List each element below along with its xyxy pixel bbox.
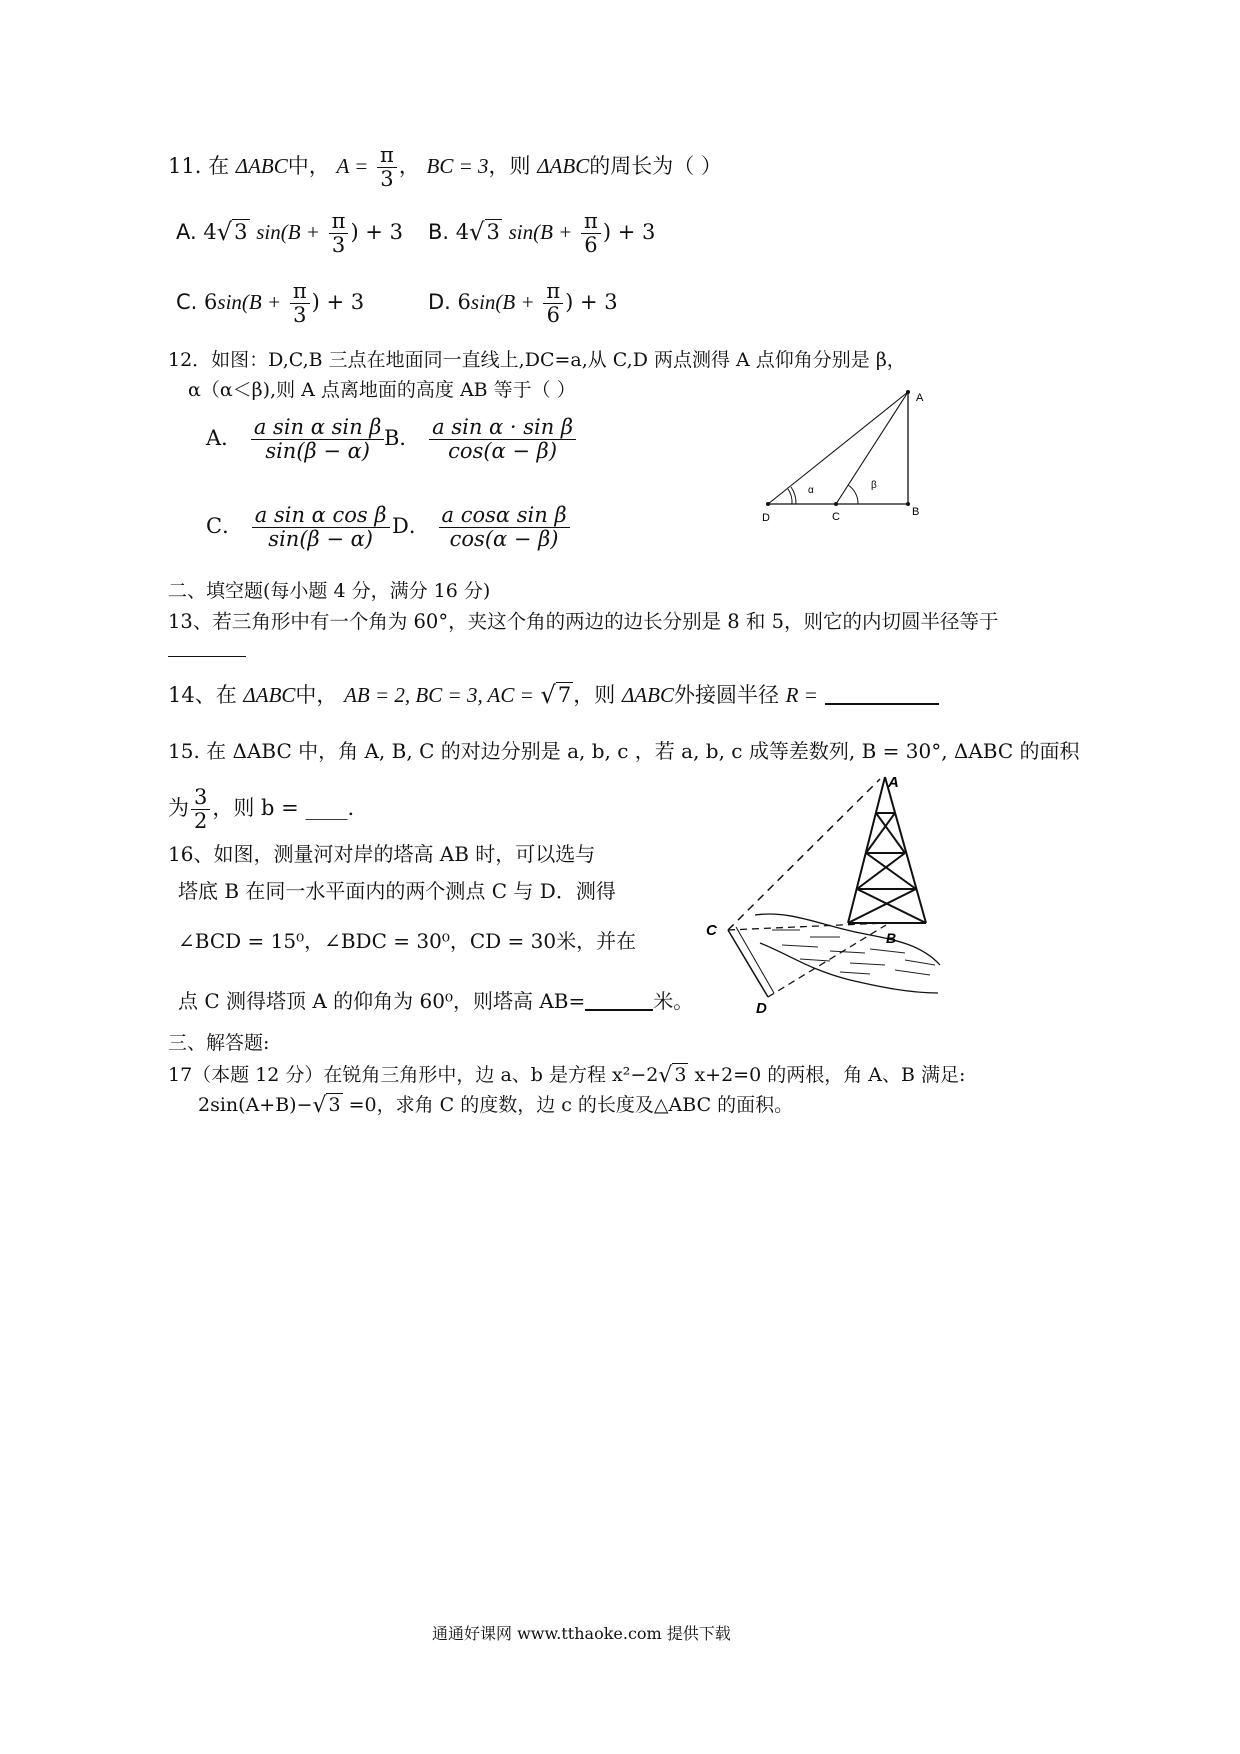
frac-num: a cosα sin β — [439, 504, 570, 528]
water-hatching — [772, 930, 935, 975]
q14-text-tail: ，则 — [573, 683, 616, 707]
q17-text: 2sin(A+B)− — [198, 1094, 313, 1116]
q16-unit: 米。 — [653, 989, 694, 1013]
line-cd-2 — [736, 927, 774, 993]
radical-sign: √ — [469, 218, 485, 247]
q11-option-d — [428, 280, 618, 327]
frac-num: a sin α cos β — [252, 504, 390, 528]
label-a: A — [916, 392, 924, 404]
q12-line-1: 12．如图：D,C,B 三点在地面同一直线上,DC=a,从 C,D 两点测得 A 点仰角分别是 β， — [168, 349, 906, 371]
q15-line-1: 15. 在 ΔABC 中，角 A, B, C 的对边分别是 a, b, c ，若 a, b, c 成等差数列, B = 30°, ΔABC 的面积 — [168, 739, 1080, 763]
q11-option-c — [176, 280, 364, 327]
q14-r: R = — [785, 683, 818, 707]
sqrt — [217, 218, 250, 246]
q15-line-2 — [168, 786, 354, 833]
q12-figure — [750, 380, 950, 530]
q14-text — [168, 682, 939, 710]
frac-den: 3 — [380, 167, 394, 192]
q11-bc: BC = 3 — [426, 154, 489, 179]
fn: sin(B + — [508, 220, 573, 245]
frac-num: π — [290, 280, 310, 304]
frac-den: 3 — [331, 233, 346, 258]
q16-line-3: ∠BCD = 15⁰，∠BDC = 30⁰，CD = 30米，并在 — [178, 929, 637, 953]
fn: sin(B + — [217, 290, 282, 315]
footer: 通通好课网 www.tthaoke.com 提供下载 — [432, 1624, 731, 1643]
label-d: D — [762, 512, 770, 524]
q16-line-1: 16、如图，测量河对岸的塔高 AB 时，可以选与 — [168, 842, 596, 866]
q11-option-a — [176, 210, 403, 257]
tail: ) + 3 — [602, 220, 656, 245]
option-letter: A. — [176, 220, 197, 245]
tail: ) + 3 — [311, 290, 365, 315]
q12-line-2: α（α＜β),则 A 点离地面的高度 AB 等于（ ） — [188, 379, 576, 401]
point-d — [766, 502, 770, 506]
frac-den: cos(α − β) — [449, 527, 559, 552]
radical-sign: √ — [658, 1063, 673, 1088]
q14-equation: AB = 2, BC = 3, AC = — [344, 683, 534, 707]
q11-angle-a: A = — [336, 154, 369, 179]
q16-line-2: 塔底 B 在同一水平面内的两个测点 C 与 D．测得 — [178, 879, 616, 903]
line-da — [768, 392, 908, 504]
q14-answer-blank — [825, 682, 939, 705]
alpha-arc — [788, 489, 792, 504]
option-letter: A． — [206, 426, 243, 451]
option-letter: B． — [384, 426, 421, 451]
frac — [251, 416, 385, 463]
label-a: A — [888, 774, 899, 791]
q11-stem — [168, 144, 722, 191]
q15-tail: ，则 b = ____. — [212, 796, 355, 821]
q12-option-b — [384, 416, 578, 463]
frac — [252, 504, 390, 551]
sqrt — [469, 218, 502, 246]
frac — [329, 210, 349, 257]
label-b: B — [886, 930, 897, 946]
radicand: 7 — [557, 683, 572, 707]
frac-den: 3 — [293, 303, 307, 328]
q11-end: 的周长为（ ） — [589, 154, 722, 179]
radical-sign: √ — [540, 681, 556, 709]
q11-text: ，则 — [488, 154, 531, 179]
frac-num: π — [581, 210, 601, 234]
section-3-heading: 三、解答题: — [168, 1032, 270, 1054]
label-c: C — [832, 511, 840, 523]
q17-text: =0，求角 C 的度数，边 c 的长度及△ABC 的面积。 — [342, 1094, 794, 1116]
frac — [543, 280, 563, 327]
q17-line-2 — [198, 1093, 793, 1118]
frac-num: π — [377, 144, 397, 168]
q13-text: 13、若三角形中有一个角为 60°，夹这个角的两边的边长分别是 8 和 5，则它的内切圆半径等于 — [168, 610, 999, 633]
radicand: 3 — [674, 1064, 687, 1086]
radicand: 3 — [234, 220, 248, 245]
option-letter: D． — [392, 514, 430, 539]
radicand: 3 — [328, 1094, 341, 1116]
coef: 6 — [457, 290, 471, 315]
frac-den: 6 — [546, 303, 560, 328]
coef: 4 — [203, 220, 217, 245]
option-letter: C． — [206, 514, 244, 539]
label-d: D — [756, 1000, 767, 1017]
frac — [290, 280, 310, 327]
q16-line-4-text: 点 C 测得塔顶 A 的仰角为 60⁰，则塔高 AB= — [178, 989, 586, 1013]
option-letter: C. — [176, 290, 198, 315]
q17-line-1 — [168, 1063, 965, 1088]
line-ca-dashed — [728, 779, 880, 930]
sqrt — [541, 682, 574, 710]
point-a — [906, 390, 910, 394]
radical-sign: √ — [312, 1093, 327, 1118]
q11-text: 中， — [287, 154, 330, 179]
river-bank-2 — [760, 943, 938, 993]
label-beta: β — [871, 480, 877, 491]
q11-triangle-2: ΔABC — [537, 154, 590, 179]
option-letter: B. — [428, 220, 450, 245]
beta-arc — [848, 485, 858, 504]
frac — [439, 504, 570, 551]
tail: ) + 3 — [565, 290, 618, 315]
fn: sin(B + — [470, 290, 535, 315]
q11-text: ， — [398, 154, 420, 179]
frac-den: 6 — [584, 233, 598, 258]
q16-figure — [700, 765, 950, 1015]
q16-line-4 — [178, 989, 693, 1013]
coef: 4 — [455, 220, 470, 245]
q14-label: 14、在 — [168, 683, 237, 707]
label-alpha: α — [808, 485, 814, 496]
q12-option-a — [206, 416, 386, 463]
label-b: B — [912, 506, 920, 518]
q14-triangle: ΔABC — [243, 683, 296, 707]
q11-triangle: ΔABC — [235, 154, 288, 179]
q11-option-b — [428, 210, 655, 257]
sqrt — [658, 1063, 688, 1088]
radicand: 3 — [486, 220, 500, 245]
label-c: C — [706, 922, 717, 939]
frac-num: π — [543, 280, 563, 304]
radical-sign: √ — [216, 218, 233, 247]
frac-den: sin(β − α) — [268, 527, 373, 552]
sqrt — [313, 1093, 343, 1118]
frac-den: cos(α − β) — [448, 439, 558, 464]
coef: 6 — [204, 290, 218, 315]
frac-num: π — [329, 210, 349, 234]
q12-option-d — [392, 504, 572, 551]
point-c — [834, 502, 838, 506]
section-2-heading: 二、填空题(每小题 4 分，满分 16 分) — [168, 580, 491, 602]
q17-text: x+2=0 的两根，角 A、B 满足: — [688, 1064, 966, 1086]
frac — [191, 786, 210, 833]
line-cb-dashed — [728, 923, 886, 930]
q16-answer-blank — [585, 989, 653, 1011]
q15-pre: 为 — [168, 796, 189, 821]
tail: ) + 3 — [350, 220, 403, 245]
q12-option-c — [206, 504, 392, 551]
option-letter: D. — [428, 290, 451, 315]
frac-num: a sin α sin β — [251, 416, 385, 440]
q14-triangle-2: ΔABC — [621, 683, 674, 707]
q17-text: 17（本题 12 分）在锐角三角形中，边 a、b 是方程 x²−2 — [168, 1064, 659, 1086]
frac-den: sin(β − α) — [265, 439, 370, 464]
point-b — [906, 502, 910, 506]
frac-num: 3 — [191, 786, 210, 810]
q14-text-mid: 中， — [295, 683, 338, 707]
line-cd — [728, 930, 768, 997]
fn: sin(B + — [256, 220, 320, 245]
frac-den: 2 — [194, 809, 208, 834]
q11-label: 11. 在 — [168, 154, 230, 179]
q11-pi-over-3 — [377, 144, 397, 191]
frac-num: a sin α · sin β — [429, 416, 576, 440]
frac — [581, 210, 601, 257]
q13-answer-blank — [168, 656, 246, 657]
q14-text-end: 外接圆半径 — [673, 683, 779, 707]
frac — [429, 416, 576, 463]
